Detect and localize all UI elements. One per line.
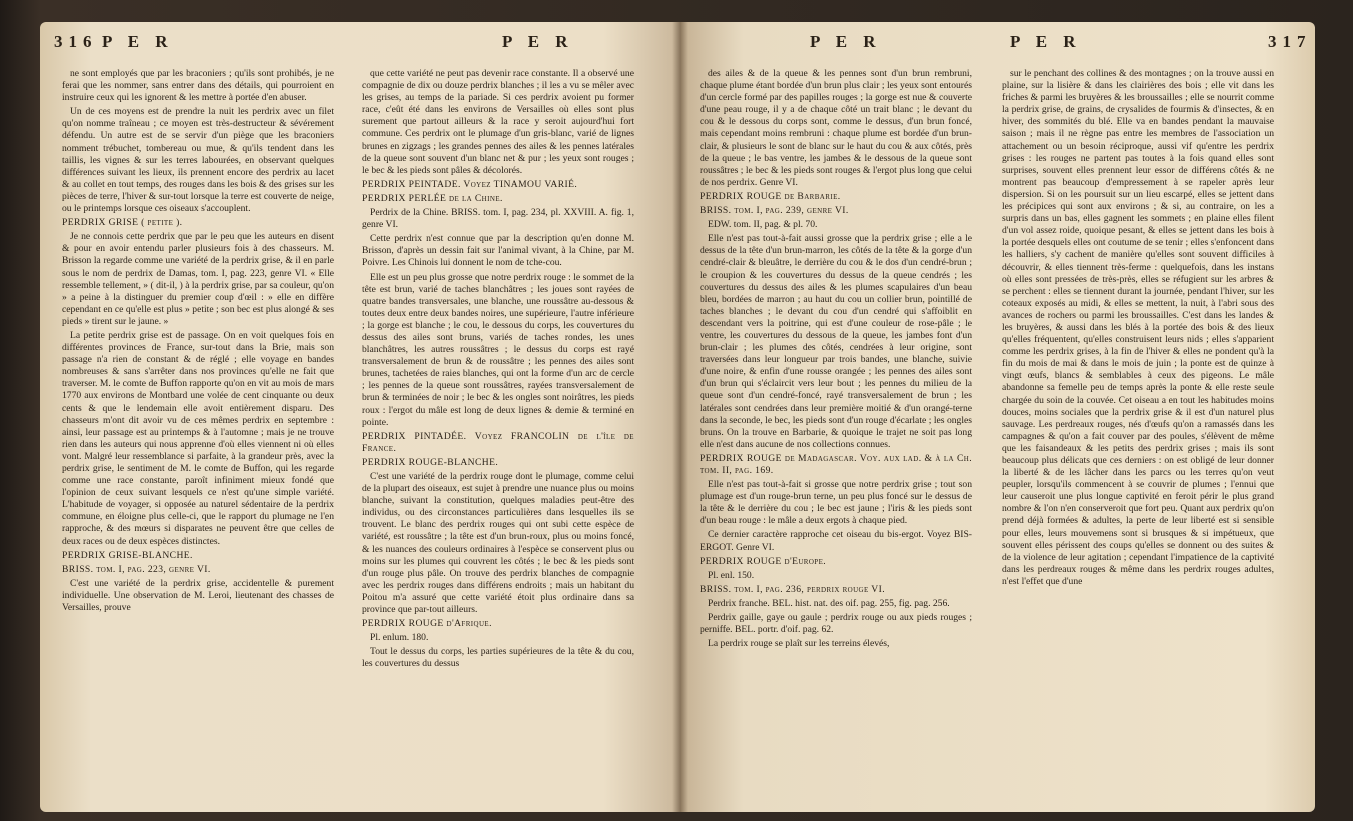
paragraph: Elle est un peu plus grosse que notre perdrix rouge : le sommet de la tête est brun, varié de taches blanchâtres ; les joues sont rayées de quatre bandes transversales, une blanche, une roussâtre au-dessous & toutes deux entre deux bandes noires, une supérieure, l'autre inférieure ; la gorge est blanche ; le cou, le dessous du corps, les couvertures du dessus des ailes sont bruns, variés de taches rondes, les unes blanchâtres, les autres roussâtres ; le dessus du corps est rayé transversalement de brun & de roussâtre ; les pennes des ailes sont brunes, tachetées de raies blanches, qui ont la forme d'un arc de cercle ; les pennes de la queue sont roussâtres, rayées transversalement de brun & terminées de noir ; le bec & les ongles sont noirâtres, les pieds roux : l'ergot du mâle est long de deux lignes & demie & terminé en pointe. <box>362 271 634 428</box>
right-page-number <box>1268 32 1312 52</box>
left-column-1 <box>62 68 334 616</box>
paragraph: PERDRIX PERLÉE de la Chine. <box>362 192 503 204</box>
paragraph: Cette perdrix n'est connue que par la description qu'en donne M. Brisson, d'après un dessin fait sur l'animal vivant, à la Chine, par M. Poivre. Les Chinois lui donnent le nom de tche-cou. <box>362 233 634 269</box>
paragraph: Pl. enl. 150. <box>708 569 755 581</box>
right-column-1 <box>700 68 972 652</box>
left-running-head: P E R <box>102 32 174 51</box>
paragraph: ne sont employés que par les braconiers ; qu'ils sont prohibés, je ne ferai que les nommer, sans entrer dans des détails, qui pourroient en instruire ceux qui les ignorent & les mettre à portée d'en abuser. <box>62 68 334 104</box>
paragraph: PERDRIX GRISE ( petite ). <box>62 217 183 229</box>
paragraph: Un de ces moyens est de prendre la nuit les perdrix avec un filet qu'on nomme traîneau ; ce moyen est très-destructeur & sévérement défendu. Un autre est de se servir d'un piège que les braconiers nomment trébuchet, tombereau ou mue, & qu'ils tendent dans les taillis, les vignes & sur les terres labourées, en observant quelques différences suivant les lieux, ils prennent encore des perdrix au lacet & au collet en tout temps, des rouges dans les bois & des grises sur les pièces de terre, l'hiver & sur-tout lorsque la terre est couverte de neige, ou le printemps lorsque ces oiseaux s'accouplent. <box>62 106 334 215</box>
paragraph: BRISS. tom. I, pag. 223, genre VI. <box>62 563 211 575</box>
left-page-number <box>54 32 98 52</box>
paragraph: Elle n'est pas tout-à-fait si grosse que notre perdrix grise ; tout son plumage est d'un rouge-brun terne, un peu plus foncé sur le dessus de la tête & le derrière du cou ; le bec est jaune ; l'iris & les pieds sont d'un beau rouge : le mâle a deux ergots à chaque pied. <box>700 479 972 527</box>
paragraph: sur le penchant des collines & des montagnes ; on la trouve aussi en plaine, sur la lisière & dans les clairières des bois ; elle vit dans les friches & parmi les bruyères & les broussailles ; elle se nourrit comme la perdrix grise, de grains, de crysalides de fourmis & d'insectes, & en hiver, des sommités du blé. Elle va en bandes pendant la mauvaise saison ; mais il ne règne pas entre les membres de l'association un attachement ou un besoin réciproque, aussi vif qu'entre les perdrix grises : les rouges ne partent pas toutes à la fois quand elles sont surprises, souvent elles prennent leur essor de différens côtés & ne montrent pas beaucoup d'empressement à se rapeler après leur dispersion. Si on les poursuit sur un lieu escarpé, elles se jettent dans les précipices qui sont aux environs ; & si, au contraire, on les a surpris dans un bas, elles gagnent les sommets ; en plaine elles filent d'un vol assez roide, quoique pesant, & elles se jettent dans les bois à la portée desquels elles ont coutume de se tenir ; elles s'enfoncent dans les halliers, s'y cachent de manière qu'elles sont souvent difficiles à découvrir, & elles tiennent très-ferme : quelquefois, dans les instans où elles sont pressées de très-près, elles se réfugient sur les arbres & se perchent : elles se tiennent durant la journée, pendant l'hiver, sur les coteaux exposés au midi, & elles se mettent, la nuit, à l'abri sous des avances de rochers ou parmi les broussailles. C'est dans les landes & les bruyères, & aussi dans les blés à la portée des bois & des lieux qu'elles fréquentent, qu'elles construisent leurs nids ; elles s'apparient comme les perdrix grises, à la fin de l'hiver & elles ne pondent qu'à la fin du mois de mai & dans le mois de juin ; la ponte est de quinze à vingt œufs, blancs & semblables à ceux des pigeons. Le mâle abandonne sa femelle peu de temps après la ponte & elle reste seule chargée du soin de la couvée. Cet oiseau a en tout les habitudes moins douces, moins sociales que la perdrix grise & il est d'un naturel plus sauvage. Les perdreaux rouges, nés d'œufs qu'on a ramassés dans les campagnes & qu'on a fait couver par des poules, s'élèvent de même que les faisandeaux & les petits des perdrix grises ; mais ils sont beaucoup plus délicats que ces derniers : on est obligé de leur donner la liberté & de les lâcher dans les parcs ou les terres qu'on veut peupler, lorsqu'ils commencent à se couvrir de plumes ; l'ennui que leur causeroit une plus longue captivité en feroit périr le plus grand nombre & l'on n'en conserveroit que fort peu. Quant aux perdrix qu'on prend déjà formées & adultes, la perte de leur liberté est si sensible pour elles, leurs mouvemens sont si brusques & si impétueux, que souvent elles périssent des coups qu'elles se donnent ou des suites & de la violence de leur agitation ; cependant l'impatience de la captivité dans les perdreaux rouges & même dans les perdrix rouges adultes, n'est l'effet que d'une <box>1002 68 1274 587</box>
paragraph: PERDRIX ROUGE-BLANCHE. <box>362 456 499 468</box>
paragraph: C'est une variété de la perdrix rouge dont le plumage, comme celui de la plupart des oiseaux, est sujet à prendre une nuance plus ou moins blanche, suivant la constitution, quelques maladies peut-être des individus, ou des circonstances particulières dans lesquelles ils se trouvent. Le blanc des perdrix rouges qui ont subi cette espèce de variété, est roussâtre ; la tête est d'un brun-roux, plus ou moins foncé, & les nuances des couleurs ordinaires à l'espèce se conservent plus ou moins sur les plumes qui couvrent les côtés ; le bec & les pieds sont d'un rouge plus pâle. On trouve des perdrix blanches de compagnie avec les perdrix rouges dans différens endroits ; mais un habitant du Poitou m'a assuré que cette variété étoit plus ordinaire dans sa province que par-tout ailleurs. <box>362 471 634 616</box>
paragraph: Perdrix franche. BEL. hist. nat. des oif. pag. 255, fig. pag. 256. <box>708 597 950 609</box>
book-gutter <box>672 22 688 812</box>
paragraph: Perdrix de la Chine. BRISS. tom. I, pag. 234, pl. XXVIII. A. fig. 1, genre VI. <box>362 207 634 231</box>
right-page <box>680 22 1315 812</box>
right-column-2 <box>1002 68 1274 590</box>
left-column-2 <box>362 68 634 673</box>
paragraph: PERDRIX PEINTADE. Voyez TINAMOU VARIÉ. <box>362 178 578 190</box>
paragraph: Tout le dessus du corps, les parties supérieures de la tête & du cou, les couvertures du dessus <box>362 646 634 670</box>
paragraph: PERDRIX ROUGE de Barbarie. <box>700 190 841 202</box>
paragraph: La perdrix rouge se plaît sur les terreins élevés, <box>708 638 890 650</box>
paragraph: C'est une variété de la perdrix grise, accidentelle & purement individuelle. Une observation de M. Leroi, lieutenant des chasses de Versailles, prouve <box>62 577 334 614</box>
paragraph: Ce dernier caractère rapproche cet oiseau du bis-ergot. Voyez BIS-ERGOT. Genre VI. <box>700 529 972 553</box>
paragraph: La petite perdrix grise est de passage. On en voit quelques fois en différentes provinces de France, sur-tout dans la Brie, mais son passage n'a rien de constant & de réglé ; elle voyage en bandes nombreuses & sans s'arrêter dans nos provinces qu'elle ne fait que traverser. M. le comte de Buffon rapporte qu'on en vit au mois de mars 1770 aux environs de Montbard une volée de cent cinquante ou deux cents & que le lendemain elle avoit entièrement disparu. Des chasseurs m'ont dit avoir vu de ces mêmes perdrix en septembre : ainsi, leur passage est au printemps & à l'automne ; mais je ne trouve rien dans les auteurs qui nous apprenne d'où elles viennent ni où elles vont. Malgré leur ressemblance si parfaite, à la grandeur près, avec la perdrix grise, le sentiment de M. le comte de Buffon, qui les regarde comme une race constante, paroît infiniment mieux fondé que l'opinion de ceux suivant lesquels ce n'est qu'une simple variété. L'habitude de voyager, si opposée au naturel sédentaire de la perdrix commune, en éloigne plus celle-ci, que le rapport du plumage ne l'en rapproche, & des mœurs si disparates ne peuvent être que celles de deux races ou de deux espèces distinctes. <box>62 329 334 547</box>
paragraph: Perdrix gaille, gaye ou gaule ; perdrix rouge ou aux pieds rouges ; perniffe. BEL. portr. d'oif. pag. 62. <box>700 612 972 636</box>
paragraph: EDW. tom. II, pag. & pl. 70. <box>708 219 818 231</box>
paragraph: BRISS. tom. I, pag. 239, genre VI. <box>700 205 849 217</box>
left-page <box>40 22 680 812</box>
paragraph: PERDRIX ROUGE d'Europe. <box>700 555 827 567</box>
page-number: 317 <box>1268 32 1312 51</box>
paragraph: PERDRIX ROUGE d'Afrique. <box>362 618 492 630</box>
left-running-head-2: P E R <box>502 32 574 51</box>
right-running-head: P E R <box>810 32 882 51</box>
paragraph: PERDRIX GRISE-BLANCHE. <box>62 549 193 561</box>
paragraph: PERDRIX ROUGE de Madagascar. Voy. aux lad. & à la Ch. tom. II, pag. 169. <box>700 452 972 476</box>
paragraph: Je ne connois cette perdrix que par le peu que les auteurs en disent & pour en avoir entendu parler plusieurs fois à des chasseurs. M. Brisson la regarde comme une variété de la perdrix grise, & il en parle sous le nom de perdrix de Damas, tom. I, pag. 223, genre VI. « Elle ressemble tellement, » ( dit-il, ) à la perdrix grise, par sa couleur, qu'on » a peine à la distinguer du premier coup d'œil : » elle en diffère cependant en ce qu'elle est plus » petite ; son bec est plus alongé & ses pieds » tirent sur le jaune. » <box>62 231 334 327</box>
paragraph: Pl. enlum. 180. <box>370 632 429 644</box>
paragraph: que cette variété ne peut pas devenir race constante. Il a observé une compagnie de dix ou douze perdrix blanches ; il les a vu se mêler avec les grises, au temps de la pariade. Si ces perdrix avoient pu former race, c'eût été dans les environs de Versailles où elles sont plus surement que partout ailleurs & la race y seroit aujourd'hui fort commune. Ces perdrix ont le plumage d'un gris-blanc, varié de lignes brunes en zigzags ; les grandes pennes des ailes & les pennes latérales de la queue sont souvent d'un blanc net & pur ; les yeux sont rouges ; le bec & les pieds sont pâles & décolorés. <box>362 68 634 176</box>
right-running-head-2: P E R <box>1010 32 1082 51</box>
page-number: 316 <box>54 32 98 51</box>
paragraph: Elle n'est pas tout-à-fait aussi grosse que la perdrix grise ; elle a le dessus de la tête d'un brun-marron, les côtés de la tête & la gorge d'un cendré-clair & bleuâtre, le derrière du cou & le dos d'un cendré-brun ; le croupion & les couvertures du dessus de la queue cendrés ; les couvertures du dessus des ailes & les plumes scapulaires d'un beau bleu, bordées de marron ; au haut du cou un collier brun, pointillé de taches blanches ; le devant du cou d'un cendré qui s'affoiblit en descendant vers la poitrine, qui est d'une couleur de rose-pâle ; le ventre, les couvertures du dessous de la queue, les jambes font d'un brun-clair ; les plumes des côtés, cendrées à leur origine, sont traversées dans leur longueur par trois bandes, une blanche, suivie d'une noire, & enfin d'une rousse orangée ; les pennes des ailes sont d'un brun qui s'éclaircit vers leur bout ; les pennes du milieu de la queue sont d'un cendré-foncé, rayé transversalement de brun ; les latérales sont cendrées dans leur première moitié & d'un orangé-terne dans la seconde, le bec, les pieds sont d'un rouge d'écarlate ; les ongles bruns. On la trouve en Barbarie, & quoique le trajet ne soit pas long elle n'est dans aucune de nos collections connues. <box>700 233 972 450</box>
paragraph: des ailes & de la queue & les pennes sont d'un brun rembruni, chaque plume étant bordée d'un brun plus clair ; les yeux sont entourés d'un cercle formé par des papilles rouges ; la gorge est nue & couverte d'une peau rouge, il y a de chaque côté un trait blanc ; le devant du cou & le dessous du corps sont, comme le dessus, d'un brun foncé, mais cependant moins rembruni : chaque plume est bordée d'un brun-clair, & plusieurs le sont de blanc sur le haut du cou & aux côtés, près de la queue ; le bas ventre, les jambes & le dessous de la queue sont roussâtres ; le bec & les pieds sont rouges & l'ergot plus long que celui de nos perdrix. Genre VI. <box>700 68 972 188</box>
paragraph: PERDRIX PINTADÉE. Voyez FRANCOLIN de l'île de France. <box>362 430 634 454</box>
paragraph: BRISS. tom. I, pag. 236, perdrix rouge VI. <box>700 583 886 595</box>
